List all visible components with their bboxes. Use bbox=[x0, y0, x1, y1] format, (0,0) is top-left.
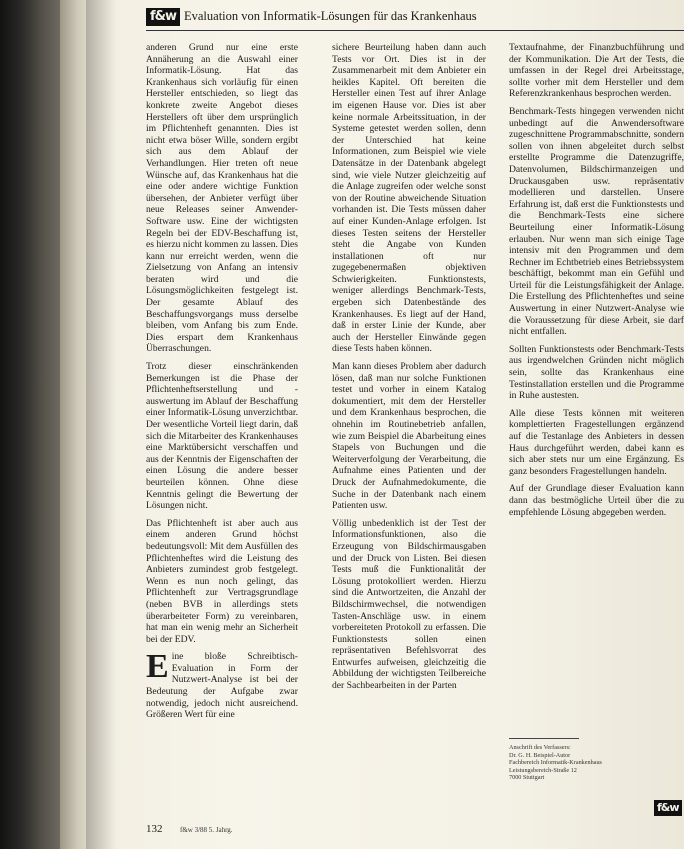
header-rule bbox=[146, 30, 684, 31]
page-number: 132 bbox=[146, 823, 163, 835]
paragraph: Trotz dieser einschränkenden Bemerkungen ist die Phase der Pflichtenheftserstellung und -auswertung im Ablauf der Beschaffung einer Informatik-Lösung unverzichtbar. Der wesentliche Vorteil liegt darin, daß sich die Mitarbeiter des Krankenhauses eine Marktübersicht verschaffen und aus der Kenntnis der Eigenschaften der einen Lösung die andere besser beurteilen können. Ohne diese Kenntnis gelingt die Bewertung der Lösungen nicht. bbox=[146, 361, 298, 512]
header-title: Evaluation von Informatik-Lösungen für das Krankenhaus bbox=[184, 9, 477, 23]
address-line: Anschrift des Verfassers: bbox=[509, 744, 571, 751]
paragraph: Das Pflichtenheft ist aber auch aus einem anderen Grund höchst bedeutungsvoll: Mit dem Ausfüllen des Pflichtenheftes wird die Leistung des Anbieters zumindest grob festgelegt. Wenn es nun noch gelingt, das Pflichtenheft zur Vertragsgrundlage (neben BVB in allerdings stets überarbeiteter Form) zu vereinbaren, hat man ein wenig mehr an Sicherheit bei der EDV. bbox=[146, 517, 298, 645]
paragraph: Benchmark-Tests hingegen verwenden nicht unbedingt auf die Anwendersoftware zugeschnittene Programmabschnitte, sondern sollen von ihnen abgeleitet durch selbst erstellte Programme die Datenzugriffe, Datenvolumen, Bildschirmanzeigen und Druckausgaben usw. repräsentativ modellieren und darstellen. Unsere Erfahrung ist, daß erst die Funktionstests und die Benchmark-Tests eine sichere Beurteilung einer Informatik-Lösung erlauben. Nur wenn man sich einige Tage intensiv mit den Programmen und dem Rechner im Echtbetrieb eines Betriebssystem beschäftigt, bekommt man ein Gefühl und Urteil für die Leistungsfähigkeit der Anlage. Die Erstellung des Pflichtenheftes und seine Auswertung in einer Nutzwert-Analyse wie die Voraussetzung für diese Arbeit, sie darf nicht entfallen. bbox=[509, 105, 684, 338]
address-line: Fachbereich Informatik-Krankenhaus bbox=[509, 759, 602, 766]
paragraph: Sollten Funktionstests oder Benchmark-Tests aus irgendwelchen Gründen nicht möglich sein, sollte das Krankenhaus eine Testinstallation erstellen und die Programme in Ruhe austesten. bbox=[509, 343, 684, 402]
text-column-1 bbox=[146, 42, 298, 727]
paragraph: Alle diese Tests können mit weiteren komplettierten Fragestellungen ergänzend auf die Testanlage des Anbieters in dessen Haus durchgeführt werden, dabei kann es sich aber stets nur um eine Ergänzung. Es ganz besonders Fragestellungen handeln. bbox=[509, 407, 684, 477]
text-column-2 bbox=[332, 42, 486, 698]
book-spine bbox=[0, 0, 60, 849]
drop-cap: E bbox=[146, 648, 169, 686]
author-address bbox=[509, 744, 609, 782]
gutter-shadow bbox=[86, 0, 116, 849]
paragraph-with-dropcap bbox=[146, 648, 298, 721]
address-line: Dr. G. H. Beispiel-Autor bbox=[509, 751, 571, 759]
paragraph: Völlig unbedenklich ist der Test der Informationsfunktionen, also die Erzeugung von Bildschirmausgaben und der Druck von Listen. Bei diesen Tests muß die Funktionalität der Lösung protokolliert werden. Hierzu sind die Antwortzeiten, die Anzahl der Bildschirmwechsel, die notwendigen Tasten-Anschläge usw. in einem vorbereiteten Protokoll zu erfassen. Die Funktionstests sollen einen repräsentativen Befehlsvorrat des Entwurfes aufweisen, gleichzeitig die Abbildung der wichtigsten Teilbereiche der Sachbearbeiten in der Parten bbox=[332, 517, 486, 692]
paragraph: Auf der Grundlage dieser Evaluation kann dann das bestmögliche Urteil über die zu empfehlende Lösung abgegeben werden. bbox=[509, 483, 684, 518]
footnote-rule bbox=[509, 738, 579, 739]
text-column-3 bbox=[509, 42, 684, 524]
paragraph: Textaufnahme, der Finanzbuchführung und der Kommunikation. Die Art der Tests, die umfassen in der Regel drei Arbeitsstage, sollte vorher mit dem Hersteller und dem Referenzkrankenhaus besprochen werden. bbox=[509, 42, 684, 100]
paragraph-text: ine bloße Schreibtisch-Evaluation in Form der Nutzwert-Analyse ist bei der Bedeutung der Aufgabe zwar notwendig, jedoch nicht ausreichend. Größeren Wert für eine bbox=[146, 651, 298, 721]
publication-line: f&w 3/88 5. Jahrg. bbox=[180, 826, 233, 834]
paragraph: sichere Beurteilung haben dann auch Tests vor Ort. Dies ist in der Zusammenarbeit mit dem Anbieter ein heikles Kapitel. Oft bereiten die Hersteller einen Test auf ihrer Anlage im eigenen Hause vor. Dies ist aber keine normale Arbeitssituation, in der Systeme getestet werden sollen, denn der Unterschied hat keine Informationen, zum Beispiel wie viele Datensätze in der Datenbank abgelegt sind, wie viele Nutzer gleichzeitig auf die Anlage zugreifen oder welche sonst von der Routine abweichende Situation vorhanden ist. Die Tests müssen daher auf einer Kunden-Anlage erfolgen. Ist dieses Testen seitens der Hersteller steht die Angabe von Kunden installationen oft nur zugegebenermaßen objektiven Schwierigkeiten. Funktionstests, weniger allerdings Benchmark-Tests, ergeben sich Datenbestände des Krankenhauses. Es liegt auf der Hand, daß in erster Linie der Kunde, aber auch der Hersteller Einwände gegen diese Tests haben können. bbox=[332, 42, 486, 355]
address-line: 7000 Stuttgart bbox=[509, 774, 545, 781]
address-line: Leistungsbereich-Straße 12 bbox=[509, 766, 577, 774]
journal-logo: f&w bbox=[146, 8, 180, 26]
paragraph: anderen Grund nur eine erste Annäherung an die Auswahl einer Informatik-Lösung. Hat das Krankenhaus sich vorläufig für einen Hersteller entschieden, so liegt das konkrete zweite Angebot dieses Herstellers oft über dem ursprünglich im Pflichtenheft genannten. Dies ist nicht etwa böser Wille, sondern ergibt sich aus dem Ablauf der Verhandlungen. Hier treten oft neue Wünsche auf, das Krankenhaus hat die eine oder andere wichtige Funktion übersehen, der Anbieter verfügt über neue Releases seiner Anwender-Software usw. Eine der wichtigsten Regeln bei der EDV-Beschaffung ist, es hierzu nicht kommen zu lassen. Dies kann nur erreicht werden, wenn die Zielsetzung von Anfang an intensiv beraten wird und die Lösungsmöglichkeiten festgelegt ist. Der gesamte Ablauf des Beschaffungsvorgangs muss derselbe bleiben, vom Anfang bis zum Ende. Dies erspart dem Krankenhaus Überraschungen. bbox=[146, 42, 298, 355]
running-header bbox=[146, 8, 684, 30]
footer-logo: f&w bbox=[654, 800, 682, 816]
paragraph: Man kann dieses Problem aber dadurch lösen, daß man nur solche Funktionen testet und vorher in einem Katalog dokumentiert, mit dem der Hersteller und dem Krankenhaus besprochen, die ohnehin im Routinebetrieb anfallen, wie zum Beispiel die Abarbeitung eines Stapels von Buchungen und die Weiterverfolgung der Verarbeitung, die Aufnahme eines Patienten und der Druck der Aufnahmedokumente, die Suche in der Datenbank nach einem Patienten usw. bbox=[332, 361, 486, 512]
